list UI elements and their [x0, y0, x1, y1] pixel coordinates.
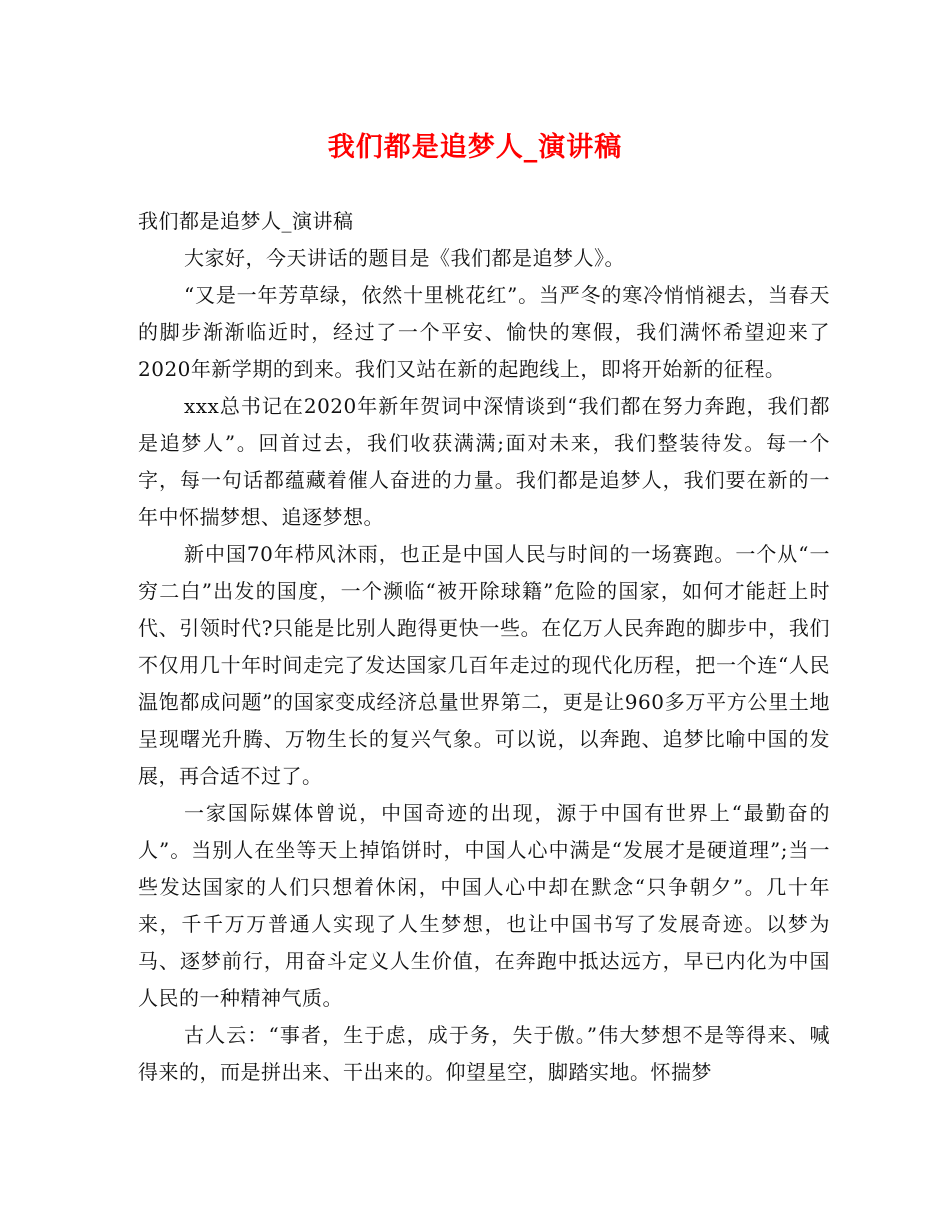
document-subtitle: 我们都是追梦人_演讲稿	[138, 209, 354, 233]
paragraph-new-year-address: xxx总书记在2020年新年贺词中深情谈到“我们都在努力奔跑，我们都是追梦人”。回首过去，我们收获满满;面对未来，我们整装待发。每一个字，每一句话都蕴藏着催人奋进的力量。我们都是追梦人，我们要在新的一年中怀揣梦想、追逐梦想。	[138, 394, 830, 529]
paragraph-spring: “又是一年芳草绿，依然十里桃花红”。当严冬的寒冷悄悄褪去，当春天的脚步渐渐临近时，经过了一个平安、愉快的寒假，我们满怀希望迎来了2020年新学期的到来。我们又站在新的起跑线上，即将开始新的征程。	[138, 283, 830, 381]
document-body	[138, 203, 830, 1091]
paragraph-new-china: 新中国70年栉风沐雨，也正是中国人民与时间的一场赛跑。一个从“一穷二白”出发的国度，一个濒临“被开除球籍”危险的国家，如何才能赶上时代、引领时代?只能是比别人跑得更快一些。在亿万人民奔跑的脚步中，我们不仅用几十年时间走完了发达国家几百年走过的现代化历程，把一个连“人民温饱都成问题”的国家变成经济总量世界第二，更是让960多万平方公里土地呈现曙光升腾、万物生长的复兴气象。可以说，以奔跑、追梦比喻中国的发展，再合适不过了。	[138, 542, 830, 788]
paragraph-ancient-saying: 古人云：“事者，生于虑，成于务，失于傲。”伟大梦想不是等得来、喊得来的，而是拼出来、干出来的。仰望星空，脚踏实地。怀揣梦	[138, 1023, 830, 1084]
document-title: 我们都是追梦人_演讲稿	[327, 132, 623, 163]
paragraph-greeting: 大家好，今天讲话的题目是《我们都是追梦人》。	[184, 246, 625, 270]
paragraph-diligence: 一家国际媒体曾说，中国奇迹的出现，源于中国有世界上“最勤奋的人”。当别人在坐等天上掉馅饼时，中国人心中满是“发展才是硬道理”;当一些发达国家的人们只想着休闲，中国人心中却在默念“只争朝夕”。几十年来，千千万万普通人实现了人生梦想，也让中国书写了发展奇迹。以梦为马、逐梦前行，用奋斗定义人生价值，在奔跑中抵达远方，早已内化为中国人民的一种精神气质。	[138, 801, 830, 1010]
